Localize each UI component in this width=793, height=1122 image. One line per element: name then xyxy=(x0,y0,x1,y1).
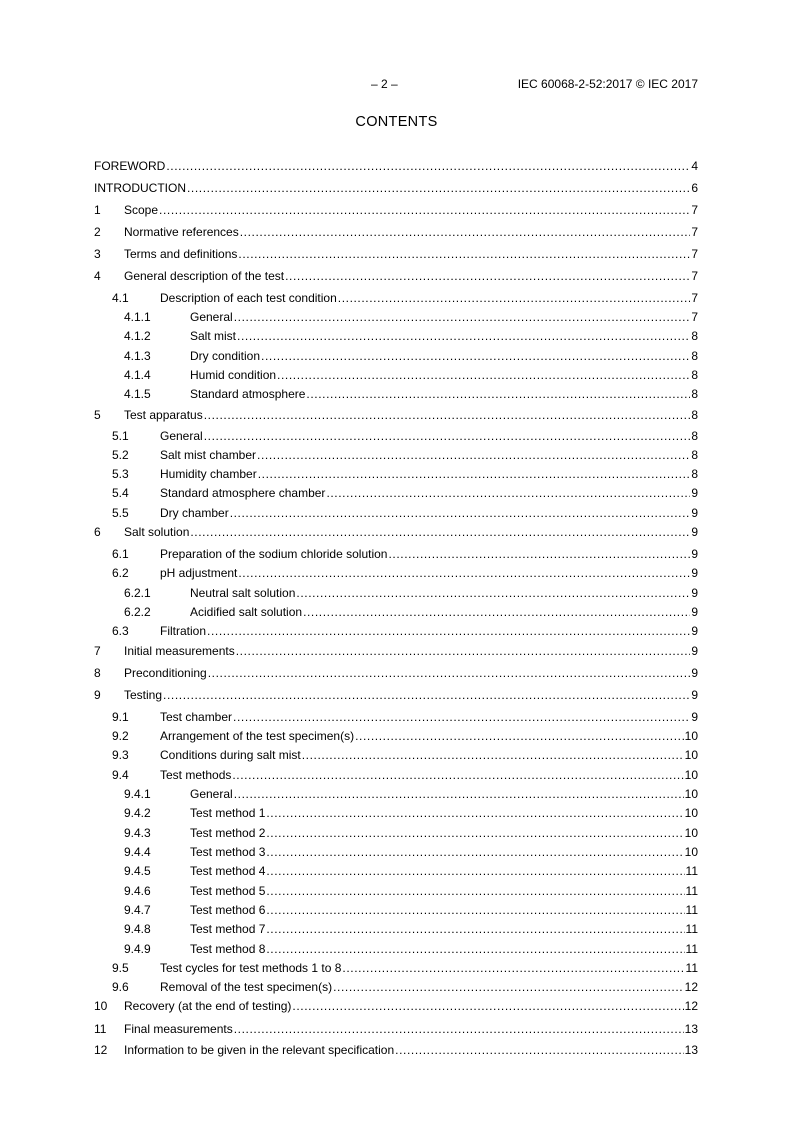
toc-entry-page: 9 xyxy=(691,666,698,680)
toc-dot-leader xyxy=(292,999,683,1014)
toc-dot-leader xyxy=(355,729,684,744)
toc-entry-number: 5.1 xyxy=(112,429,129,443)
toc-entry-number: 12 xyxy=(94,1043,108,1057)
toc-dot-leader xyxy=(342,961,684,976)
toc-entry[interactable] xyxy=(94,845,698,860)
toc-entry-title: Standard atmosphere xyxy=(190,387,306,401)
toc-entry-number: 11 xyxy=(94,1022,107,1036)
toc-entry-number: 7 xyxy=(94,644,101,658)
toc-entry-number: 6 xyxy=(94,525,101,539)
toc-entry-number: 9.4.4 xyxy=(124,845,151,859)
toc-entry[interactable] xyxy=(94,310,698,325)
toc-entry-title: Test method 5 xyxy=(190,884,266,898)
toc-entry[interactable] xyxy=(94,605,698,620)
toc-entry-page: 10 xyxy=(684,768,698,782)
toc-entry[interactable] xyxy=(94,586,698,601)
toc-dot-leader xyxy=(266,922,684,937)
toc-entry-page: 8 xyxy=(691,448,698,462)
toc-entry-number: 4.1.4 xyxy=(124,368,151,382)
toc-entry-title: FOREWORD xyxy=(94,159,166,173)
toc-dot-leader xyxy=(237,329,690,344)
toc-entry-title: Test apparatus xyxy=(124,408,203,422)
toc-entry-title: Filtration xyxy=(160,624,207,638)
toc-entry-title: Normative references xyxy=(124,225,239,239)
toc-entry[interactable] xyxy=(94,159,698,174)
toc-entry[interactable] xyxy=(94,408,698,423)
toc-entry-number: 9.4.8 xyxy=(124,922,151,936)
toc-entry[interactable] xyxy=(94,624,698,639)
toc-entry-page: 9 xyxy=(691,525,698,539)
toc-entry-page: 8 xyxy=(691,429,698,443)
toc-entry-number: 9.4 xyxy=(112,768,129,782)
toc-entry[interactable] xyxy=(94,525,698,540)
toc-entry-page: 7 xyxy=(691,247,698,261)
toc-dot-leader xyxy=(285,269,690,284)
toc-entry[interactable] xyxy=(94,688,698,703)
toc-dot-leader xyxy=(234,310,691,325)
toc-entry-title: Neutral salt solution xyxy=(190,586,296,600)
toc-entry-page: 9 xyxy=(691,710,698,724)
toc-entry-number: 1 xyxy=(94,203,101,217)
toc-entry-page: 9 xyxy=(691,605,698,619)
toc-entry-page: 6 xyxy=(691,181,698,195)
toc-entry-number: 10 xyxy=(94,999,108,1013)
toc-entry-title: General xyxy=(190,787,233,801)
toc-entry-page: 10 xyxy=(684,845,698,859)
toc-entry-title: pH adjustment xyxy=(160,566,238,580)
toc-entry[interactable] xyxy=(94,467,698,482)
toc-entry-page: 9 xyxy=(691,586,698,600)
toc-dot-leader xyxy=(187,181,690,196)
toc-entry-page: 12 xyxy=(684,999,698,1013)
toc-dot-leader xyxy=(296,586,690,601)
toc-entry-page: 9 xyxy=(691,506,698,520)
toc-entry[interactable] xyxy=(94,942,698,957)
toc-entry-number: 6.2.2 xyxy=(124,605,151,619)
toc-entry-title: Test method 4 xyxy=(190,864,266,878)
toc-entry-page: 9 xyxy=(691,644,698,658)
toc-entry[interactable] xyxy=(94,429,698,444)
toc-entry-page: 9 xyxy=(691,486,698,500)
toc-entry-title: Acidified salt solution xyxy=(190,605,303,619)
toc-entry[interactable] xyxy=(94,247,698,262)
toc-entry-title: General description of the test xyxy=(124,269,285,283)
toc-entry-number: 9.4.5 xyxy=(124,864,151,878)
toc-dot-leader xyxy=(238,566,690,581)
toc-entry-number: 9.2 xyxy=(112,729,129,743)
toc-entry-number: 6.1 xyxy=(112,547,129,561)
toc-entry[interactable] xyxy=(94,506,698,521)
toc-entry-number: 9.1 xyxy=(112,710,129,724)
toc-entry-number: 9.4.6 xyxy=(124,884,151,898)
toc-entry-title: Dry condition xyxy=(190,349,261,363)
toc-entry-title: Testing xyxy=(124,688,163,702)
toc-entry-page: 8 xyxy=(691,467,698,481)
toc-entry-title: Recovery (at the end of testing) xyxy=(124,999,292,1013)
toc-entry-page: 10 xyxy=(684,826,698,840)
toc-entry-page: 8 xyxy=(691,387,698,401)
toc-entry[interactable] xyxy=(94,826,698,841)
toc-dot-leader xyxy=(338,291,691,306)
toc-entry-number: 5.2 xyxy=(112,448,129,462)
toc-entry-title: General xyxy=(160,429,203,443)
toc-dot-leader xyxy=(266,903,684,918)
toc-dot-leader xyxy=(204,408,691,423)
toc-entry-number: 9.3 xyxy=(112,748,129,762)
toc-entry-title: Information to be given in the relevant specification xyxy=(124,1043,395,1057)
toc-entry-page: 11 xyxy=(685,864,698,878)
toc-dot-leader xyxy=(266,806,683,821)
toc-entry-title: Terms and definitions xyxy=(124,247,238,261)
toc-entry-page: 12 xyxy=(684,980,698,994)
toc-entry-title: Test method 8 xyxy=(190,942,266,956)
toc-entry-page: 9 xyxy=(691,566,698,580)
toc-entry-title: Test cycles for test methods 1 to 8 xyxy=(160,961,342,975)
toc-entry-title: General xyxy=(190,310,233,324)
toc-entry-title: Removal of the test specimen(s) xyxy=(160,980,333,994)
toc-dot-leader xyxy=(266,942,684,957)
toc-entry[interactable] xyxy=(94,729,698,744)
toc-entry-page: 10 xyxy=(684,729,698,743)
toc-entry-page: 10 xyxy=(684,748,698,762)
toc-dot-leader xyxy=(240,225,691,240)
toc-dot-leader xyxy=(388,547,690,562)
toc-entry-page: 8 xyxy=(691,368,698,382)
toc-entry-title: Test methods xyxy=(160,768,232,782)
toc-dot-leader xyxy=(258,467,691,482)
toc-dot-leader xyxy=(208,666,691,681)
toc-entry-title: Test method 3 xyxy=(190,845,266,859)
toc-entry-title: Test method 2 xyxy=(190,826,266,840)
toc-entry[interactable] xyxy=(94,566,698,581)
toc-dot-leader xyxy=(266,826,683,841)
toc-entry[interactable] xyxy=(94,181,698,196)
toc-entry-number: 2 xyxy=(94,225,101,239)
toc-entry-number: 4.1 xyxy=(112,291,129,305)
toc-entry-number: 4.1.2 xyxy=(124,329,151,343)
toc-entry-number: 8 xyxy=(94,666,101,680)
toc-entry[interactable] xyxy=(94,547,698,562)
toc-dot-leader xyxy=(261,349,690,364)
toc-entry[interactable] xyxy=(94,269,698,284)
toc-entry-page: 7 xyxy=(691,225,698,239)
toc-entry[interactable] xyxy=(94,922,698,937)
toc-entry[interactable] xyxy=(94,1043,698,1058)
toc-entry-title: Final measurements xyxy=(124,1022,233,1036)
toc-entry-number: 9.4.2 xyxy=(124,806,151,820)
toc-dot-leader xyxy=(257,448,690,463)
toc-dot-leader xyxy=(204,429,691,444)
contents-title: CONTENTS xyxy=(355,114,438,130)
toc-entry[interactable] xyxy=(94,768,698,783)
toc-entry-title: Arrangement of the test specimen(s) xyxy=(160,729,355,743)
toc-entry[interactable] xyxy=(94,666,698,681)
toc-entry-number: 4.1.1 xyxy=(124,310,151,324)
toc-entry[interactable] xyxy=(94,349,698,364)
toc-entry-number: 9.5 xyxy=(112,961,129,975)
toc-entry-number: 4.1.5 xyxy=(124,387,151,401)
toc-dot-leader xyxy=(159,203,690,218)
toc-entry-page: 11 xyxy=(685,903,698,917)
toc-dot-leader xyxy=(266,845,683,860)
toc-entry-number: 6.2 xyxy=(112,566,129,580)
toc-entry[interactable] xyxy=(94,806,698,821)
toc-entry-title: Test method 6 xyxy=(190,903,266,917)
toc-entry-title: Preparation of the sodium chloride solution xyxy=(160,547,388,561)
toc-dot-leader xyxy=(302,748,684,763)
toc-entry-page: 8 xyxy=(691,408,698,422)
toc-entry-number: 9 xyxy=(94,688,101,702)
toc-dot-leader xyxy=(230,506,691,521)
toc-entry-number: 5 xyxy=(94,408,101,422)
toc-entry-page: 7 xyxy=(691,269,698,283)
toc-dot-leader xyxy=(163,688,690,703)
toc-entry-title: Preconditioning xyxy=(124,666,207,680)
toc-entry-page: 11 xyxy=(685,922,698,936)
toc-entry-title: Dry chamber xyxy=(160,506,229,520)
toc-entry-page: 11 xyxy=(685,942,698,956)
toc-entry-number: 4 xyxy=(94,269,101,283)
toc-entry-number: 5.4 xyxy=(112,486,129,500)
toc-entry-page: 11 xyxy=(685,961,698,975)
toc-entry[interactable] xyxy=(94,291,698,306)
toc-entry-title: Conditions during salt mist xyxy=(160,748,301,762)
toc-entry[interactable] xyxy=(94,961,698,976)
toc-entry[interactable] xyxy=(94,1022,698,1037)
toc-dot-leader xyxy=(236,644,691,659)
toc-entry-title: Salt solution xyxy=(124,525,190,539)
toc-entry-page: 9 xyxy=(691,688,698,702)
toc-entry-page: 9 xyxy=(691,624,698,638)
toc-entry-number: 9.4.7 xyxy=(124,903,151,917)
toc-entry[interactable] xyxy=(94,448,698,463)
toc-entry-page: 8 xyxy=(691,349,698,363)
toc-entry[interactable] xyxy=(94,748,698,763)
toc-dot-leader xyxy=(277,368,690,383)
toc-entry[interactable] xyxy=(94,999,698,1014)
toc-entry-page: 9 xyxy=(691,547,698,561)
toc-entry-title: Test method 1 xyxy=(190,806,266,820)
toc-dot-leader xyxy=(326,486,690,501)
toc-entry-page: 7 xyxy=(691,291,698,305)
toc-entry[interactable] xyxy=(94,644,698,659)
toc-entry-page: 7 xyxy=(691,203,698,217)
toc-dot-leader xyxy=(233,710,690,725)
toc-dot-leader xyxy=(395,1043,683,1058)
toc-dot-leader xyxy=(306,387,690,402)
page-header xyxy=(94,77,698,91)
toc-entry-title: Humidity chamber xyxy=(160,467,257,481)
toc-dot-leader xyxy=(266,884,684,899)
toc-dot-leader xyxy=(238,247,690,262)
toc-entry-title: Scope xyxy=(124,203,159,217)
toc-dot-leader xyxy=(190,525,690,540)
toc-entry-page: 11 xyxy=(685,884,698,898)
toc-entry[interactable] xyxy=(94,710,698,725)
toc-entry[interactable] xyxy=(94,486,698,501)
toc-entry-number: 5.3 xyxy=(112,467,129,481)
toc-dot-leader xyxy=(232,768,683,783)
toc-entry[interactable] xyxy=(94,980,698,995)
toc-entry[interactable] xyxy=(94,787,698,802)
toc-entry-title: Standard atmosphere chamber xyxy=(160,486,326,500)
toc-entry-number: 6.3 xyxy=(112,624,129,638)
toc-entry-page: 8 xyxy=(691,329,698,343)
toc-entry-page: 13 xyxy=(684,1022,698,1036)
toc-dot-leader xyxy=(234,1022,684,1037)
toc-entry-number: 9.4.1 xyxy=(124,787,151,801)
toc-entry[interactable] xyxy=(94,329,698,344)
toc-dot-leader xyxy=(333,980,684,995)
toc-entry-page: 10 xyxy=(684,787,698,801)
toc-entry-page: 4 xyxy=(691,159,698,173)
page-number: – 2 – xyxy=(371,77,398,91)
toc-entry[interactable] xyxy=(94,864,698,879)
toc-entry-number: 6.2.1 xyxy=(124,586,151,600)
toc-entry-number: 9.4.3 xyxy=(124,826,151,840)
toc-entry-title: Description of each test condition xyxy=(160,291,337,305)
toc-dot-leader xyxy=(266,864,684,879)
toc-dot-leader xyxy=(207,624,690,639)
toc-entry-page: 10 xyxy=(684,806,698,820)
toc-entry-title: Humid condition xyxy=(190,368,277,382)
toc-entry-title: INTRODUCTION xyxy=(94,181,186,195)
toc-dot-leader xyxy=(166,159,690,174)
toc-dot-leader xyxy=(234,787,684,802)
toc-entry-title: Test chamber xyxy=(160,710,233,724)
toc-entry-title: Salt mist chamber xyxy=(160,448,257,462)
toc-entry[interactable] xyxy=(94,903,698,918)
toc-entry[interactable] xyxy=(94,387,698,402)
document-reference: IEC 60068-2-52:2017 © IEC 2017 xyxy=(517,77,698,91)
toc-entry-number: 9.6 xyxy=(112,980,129,994)
toc-entry[interactable] xyxy=(94,884,698,899)
toc-entry-number: 4.1.3 xyxy=(124,349,151,363)
toc-entry[interactable] xyxy=(94,225,698,240)
toc-entry[interactable] xyxy=(94,203,698,218)
toc-entry-page: 7 xyxy=(691,310,698,324)
toc-entry-page: 13 xyxy=(684,1043,698,1057)
toc-entry-number: 3 xyxy=(94,247,101,261)
toc-entry-title: Initial measurements xyxy=(124,644,235,658)
toc-entry-title: Test method 7 xyxy=(190,922,266,936)
toc-dot-leader xyxy=(303,605,690,620)
toc-entry-number: 5.5 xyxy=(112,506,129,520)
toc-entry-number: 9.4.9 xyxy=(124,942,151,956)
toc-entry[interactable] xyxy=(94,368,698,383)
toc-entry-title: Salt mist xyxy=(190,329,237,343)
